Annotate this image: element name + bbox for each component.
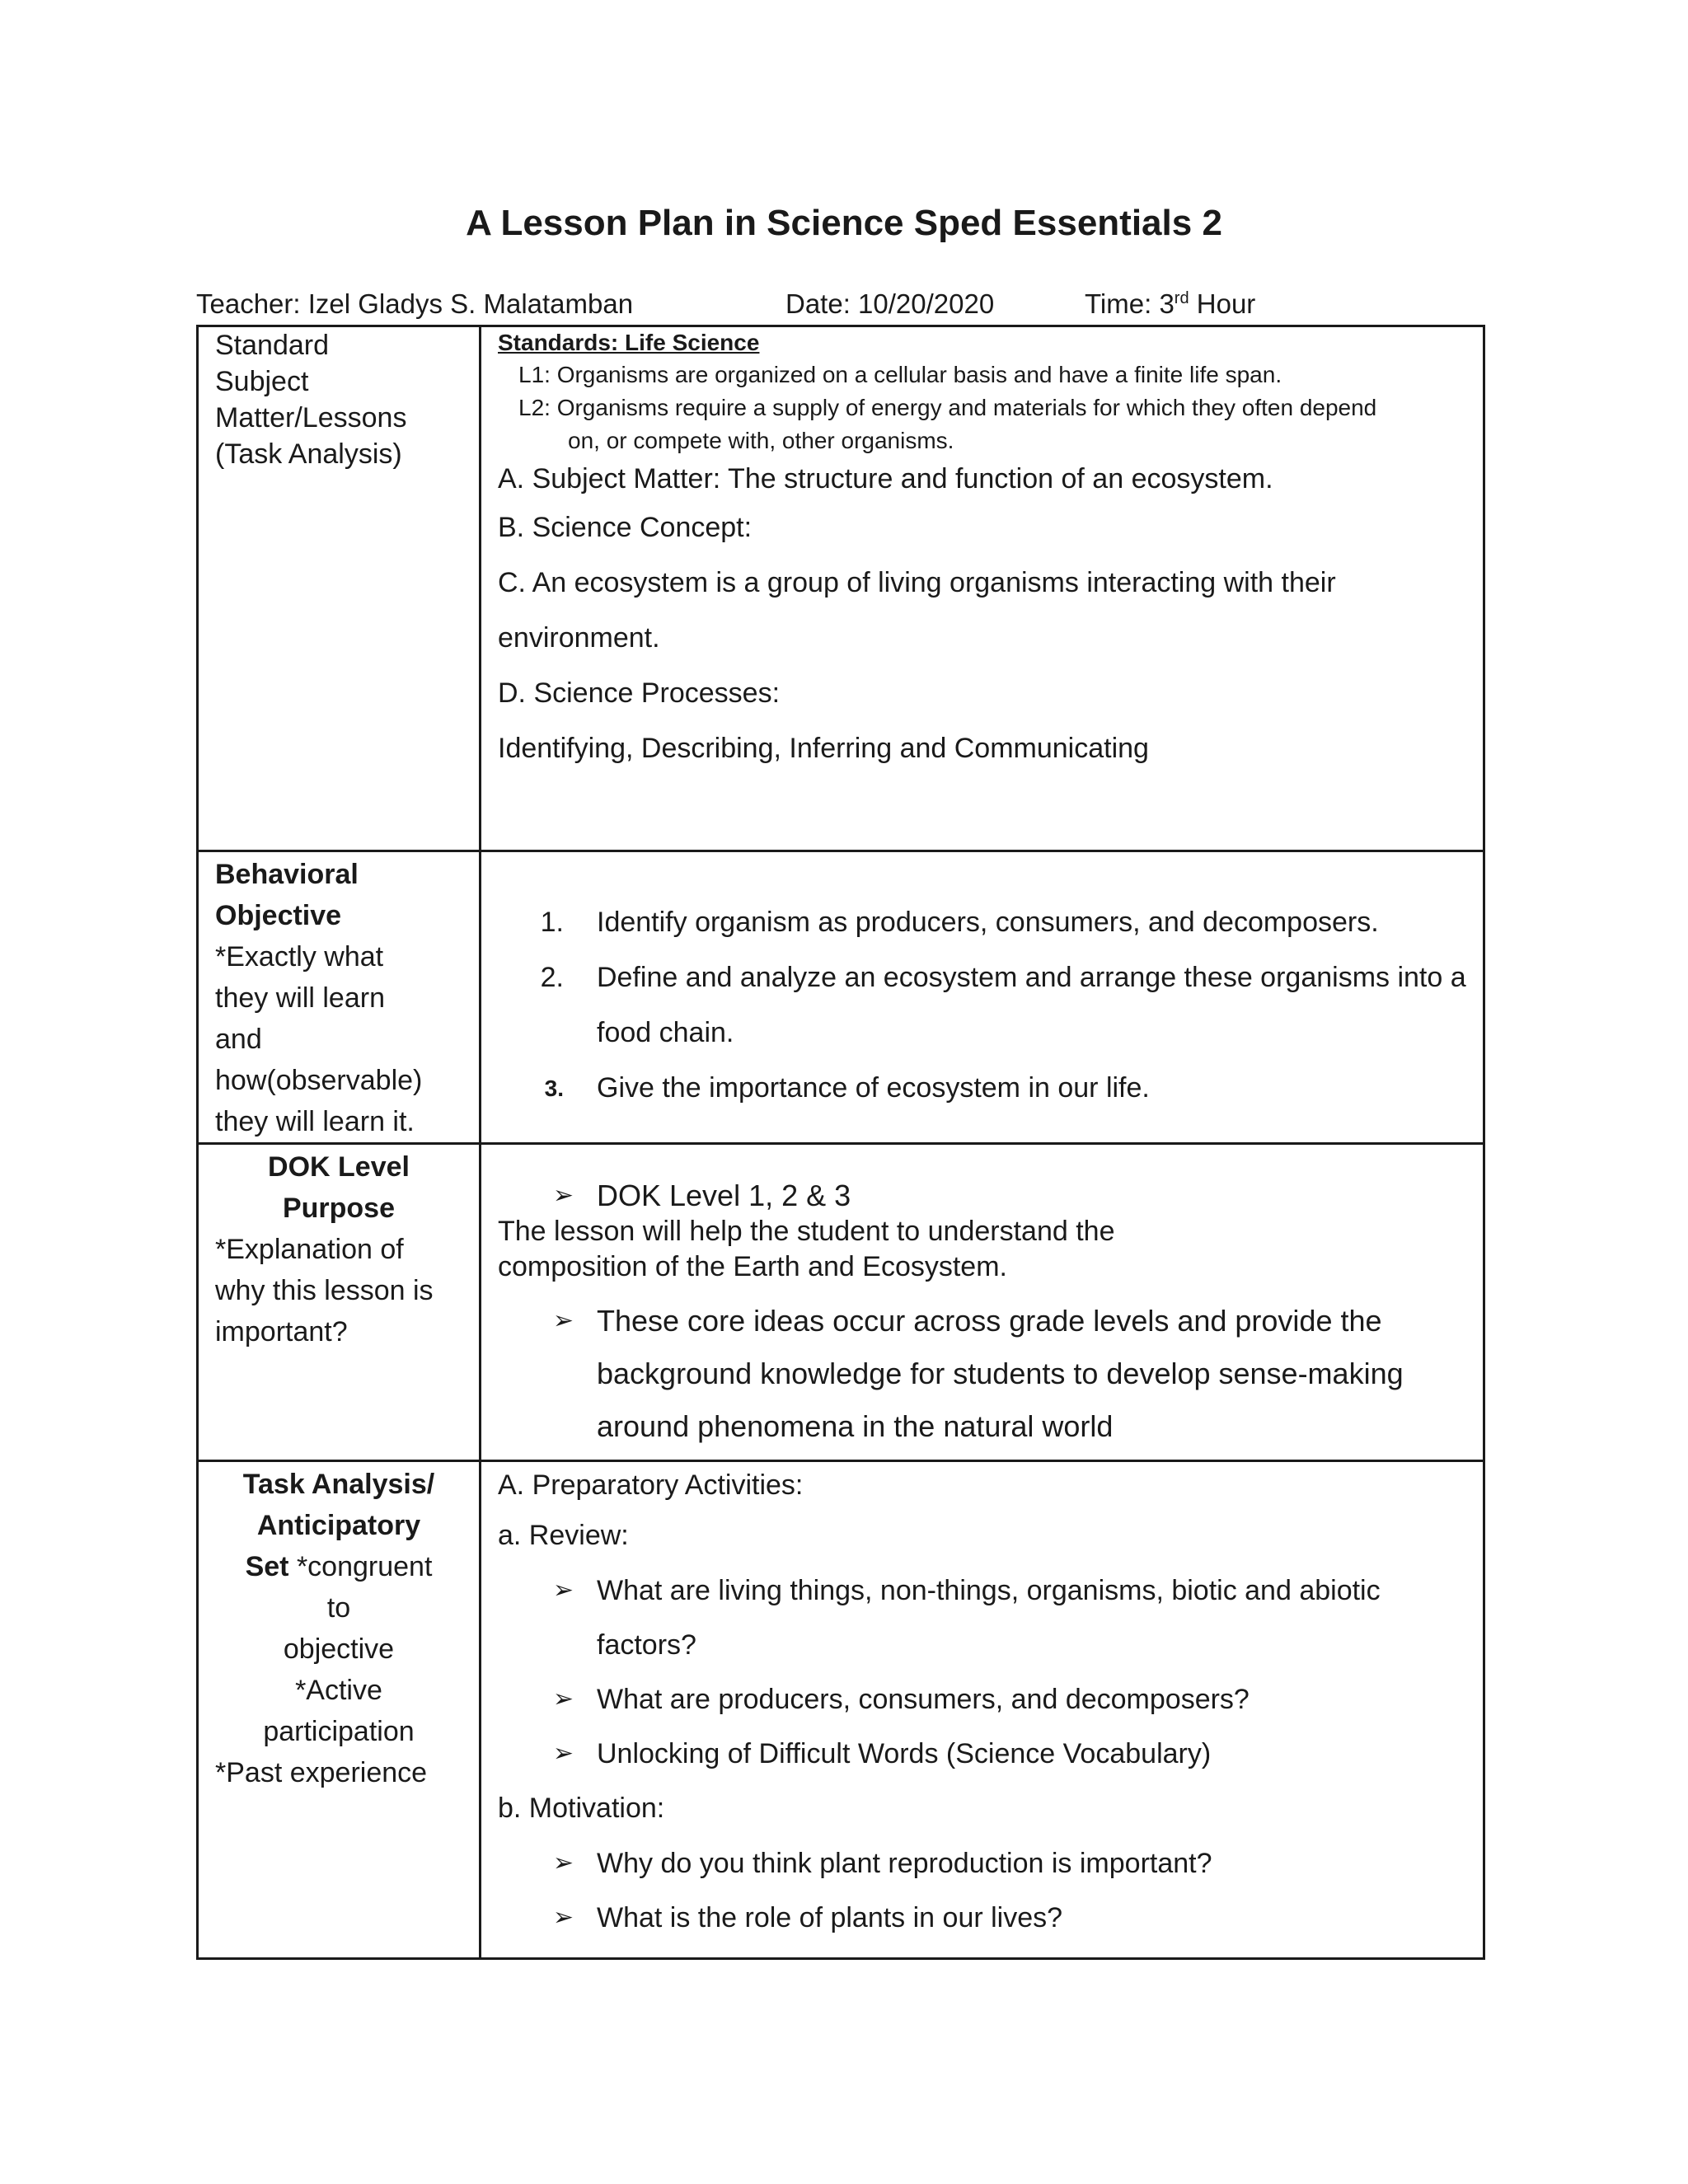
label-line: they will learn it.	[215, 1106, 415, 1137]
row-standard	[198, 326, 1484, 851]
row-behavioral-label	[198, 851, 481, 1144]
science-processes: D. Science Processes:	[498, 677, 781, 709]
core-ideas-line2: background knowledge for students to develop sense-making	[597, 1357, 1404, 1390]
label-line: Matter/Lessons	[215, 402, 407, 434]
label-line: Objective	[215, 900, 342, 931]
core-ideas-cont	[498, 1347, 1466, 1400]
bullet-spacer	[498, 1347, 597, 1400]
science-processes-list: Identifying, Describing, Inferring and Communicating	[498, 733, 1149, 764]
set-label-rest: *congruent	[288, 1551, 433, 1582]
standard-l2-cont: on, or compete with, other organisms.	[568, 428, 954, 453]
label-line: to	[326, 1592, 351, 1624]
row-task-analysis-content	[481, 1461, 1484, 1959]
core-ideas-cont	[498, 1400, 1466, 1453]
row-behavioral	[198, 851, 1484, 1144]
objective-item	[498, 1005, 1466, 1061]
concept-c-line2: environment.	[498, 622, 660, 654]
subject-matter: A. Subject Matter: The structure and function of an ecosystem.	[498, 463, 1273, 494]
page-title: A Lesson Plan in Science Sped Essentials 2	[466, 203, 1222, 243]
label-line: Behavioral	[215, 859, 359, 890]
objective-text: Identify organism as producers, consumers, and decomposers.	[597, 907, 1379, 938]
review-item-cont	[498, 1618, 1466, 1672]
label-line: Task Analysis/	[242, 1469, 435, 1500]
label-line: why this lesson is	[215, 1275, 434, 1306]
review-item	[498, 1563, 1466, 1618]
objective-item	[498, 1061, 1466, 1116]
label-line	[215, 1546, 462, 1587]
arrow-bullet-icon: ➢	[552, 1849, 574, 1877]
review-heading: a. Review:	[498, 1520, 629, 1551]
motivation-item-text: What is the role of plants in our lives?	[597, 1902, 1063, 1933]
motivation-heading: b. Motivation:	[498, 1793, 665, 1824]
bullet-spacer	[498, 1400, 597, 1453]
objective-number: 1.	[540, 907, 564, 938]
dok-levels: DOK Level 1, 2 & 3	[597, 1179, 851, 1212]
bullet-spacer	[498, 1618, 597, 1672]
row-behavioral-content	[481, 851, 1484, 1144]
set-label: Set	[245, 1551, 289, 1582]
time-label	[1085, 288, 1255, 320]
motivation-item	[498, 1836, 1466, 1891]
review-item-text: What are living things, non-things, organisms, biotic and abiotic	[597, 1575, 1381, 1606]
preparatory-activities: A. Preparatory Activities:	[498, 1469, 804, 1501]
objective-text: Give the importance of ecosystem in our life.	[597, 1072, 1150, 1104]
review-item-text: factors?	[597, 1629, 696, 1661]
arrow-bullet-icon: ➢	[552, 1182, 574, 1209]
standard-l1: L1: Organisms are organized on a cellular basis and have a finite life span.	[518, 362, 1282, 387]
time-suffix: Hour	[1189, 288, 1256, 319]
objective-item	[498, 895, 1466, 950]
label-line: Standard	[215, 330, 329, 361]
time-prefix: Time: 3	[1085, 288, 1175, 319]
review-item-text: What are producers, consumers, and decomposers?	[597, 1684, 1250, 1715]
objective-number: 3.	[544, 1076, 564, 1101]
arrow-bullet-icon: ➢	[552, 1685, 574, 1713]
objectives-list	[498, 895, 1466, 1116]
objective-item	[498, 950, 1466, 1005]
label-line: they will learn	[215, 982, 385, 1014]
row-dok-content	[481, 1144, 1484, 1461]
row-task-analysis-label	[198, 1461, 481, 1959]
label-line: participation	[263, 1716, 415, 1747]
label-line: (Task Analysis)	[215, 438, 402, 470]
science-concept: B. Science Concept:	[498, 512, 753, 543]
dok-paragraph-line2: composition of the Earth and Ecosystem.	[498, 1251, 1007, 1282]
label-line: Subject	[215, 366, 309, 397]
row-standard-content	[481, 326, 1484, 851]
objective-number	[498, 1005, 597, 1061]
concept-c-line1: C. An ecosystem is a group of living organisms interacting with their	[498, 567, 1336, 598]
label-line: *Active	[295, 1675, 382, 1706]
motivation-item-text: Why do you think plant reproduction is important?	[597, 1848, 1212, 1879]
label-line: and	[215, 1024, 262, 1055]
dok-paragraph-line1: The lesson will help the student to understand the	[498, 1216, 1115, 1247]
objective-text: food chain.	[597, 1017, 734, 1048]
core-ideas-line3: around phenomena in the natural world	[597, 1409, 1114, 1443]
standards-title: Standards: Life Science	[498, 330, 760, 355]
review-item	[498, 1672, 1466, 1727]
row-standard-label	[198, 326, 481, 851]
arrow-bullet-icon: ➢	[552, 1740, 574, 1767]
label-line: *Past experience	[215, 1757, 428, 1788]
teacher-label: Teacher: Izel Gladys S. Malatamban	[196, 288, 634, 319]
arrow-bullet-icon: ➢	[552, 1577, 574, 1604]
date-label: Date: 10/20/2020	[785, 288, 995, 319]
label-line: DOK Level	[268, 1151, 410, 1183]
review-item-text: Unlocking of Difficult Words (Science Vocabulary)	[597, 1738, 1212, 1769]
objective-number: 2.	[540, 962, 564, 993]
label-line: Anticipatory	[256, 1510, 421, 1541]
standard-l2: L2: Organisms require a supply of energy and materials for which they often depend	[518, 395, 1377, 420]
lesson-plan-table	[196, 325, 1485, 1960]
label-line: objective	[283, 1633, 395, 1665]
arrow-bullet-icon: ➢	[552, 1307, 574, 1334]
time-superscript: rd	[1174, 289, 1189, 307]
core-ideas-line1: These core ideas occur across grade levels and provide the	[597, 1304, 1382, 1338]
row-dok	[198, 1144, 1484, 1461]
label-line: important?	[215, 1316, 348, 1347]
row-task-analysis	[198, 1461, 1484, 1959]
motivation-item	[498, 1891, 1466, 1945]
label-line: *Explanation of	[215, 1234, 404, 1265]
label-line: Purpose	[282, 1193, 396, 1224]
dok-bullet	[498, 1178, 1466, 1214]
row-dok-label	[198, 1144, 481, 1461]
objective-text: Define and analyze an ecosystem and arrange these organisms into a	[597, 962, 1466, 993]
label-line: *Exactly what	[215, 941, 384, 972]
label-line: how(observable)	[215, 1065, 423, 1096]
arrow-bullet-icon: ➢	[552, 1904, 574, 1931]
core-ideas-bullet	[498, 1295, 1466, 1347]
review-item	[498, 1727, 1466, 1781]
